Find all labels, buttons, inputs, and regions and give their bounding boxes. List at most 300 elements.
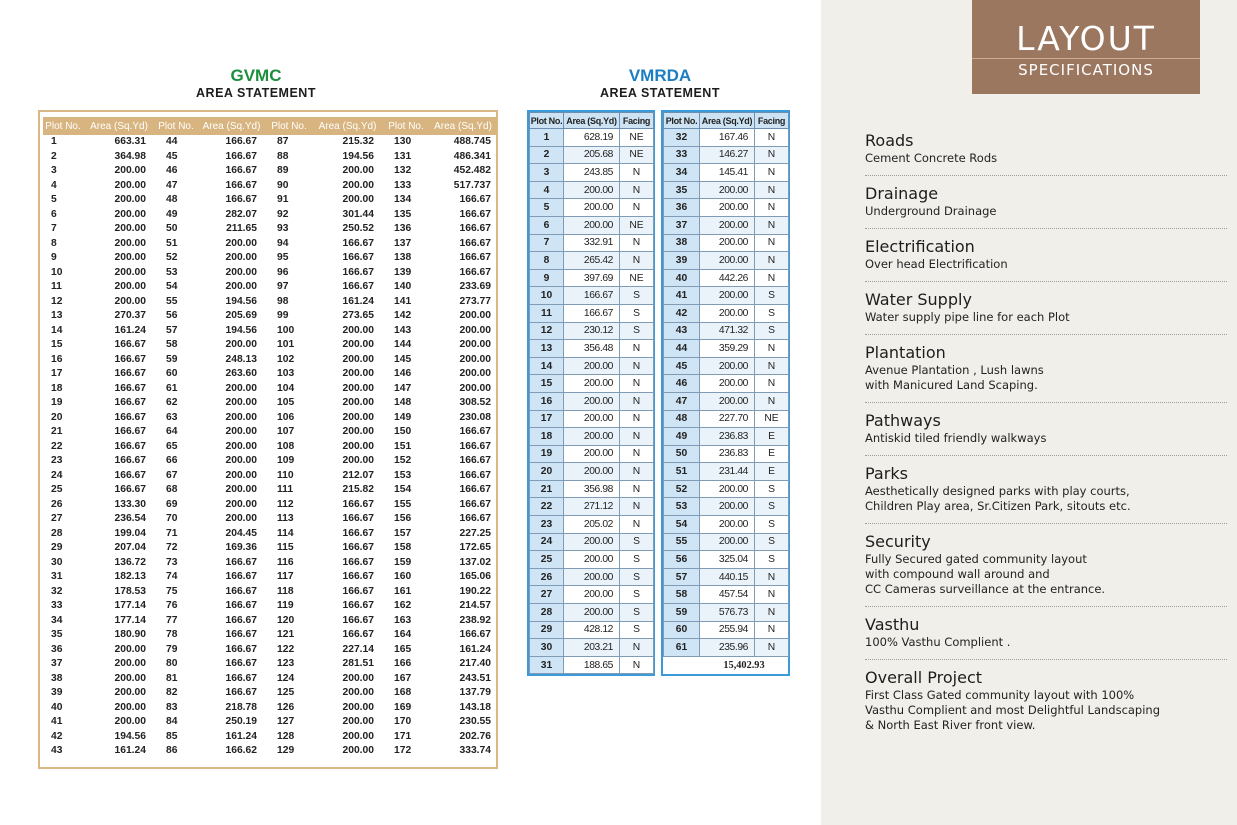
facing-cell: N: [620, 181, 654, 199]
plot-number-cell: 6: [51, 208, 57, 220]
area-cell: 236.83: [700, 428, 755, 446]
area-cell: 166.67: [459, 455, 491, 467]
area-cell: 143.18: [459, 701, 491, 713]
table-row: [664, 551, 789, 569]
plot-number-cell: 163: [383, 614, 429, 629]
plot-number-cell: 96: [266, 266, 312, 281]
area-cell: 200.00: [225, 426, 257, 438]
spec-item: [865, 290, 1227, 335]
area-cell: 265.42: [564, 252, 620, 270]
gvmc-header-row: [43, 117, 497, 135]
area-cell: 440.15: [700, 568, 755, 586]
plot-number-cell: 23: [530, 516, 564, 534]
plot-number-cell: 89: [266, 164, 312, 179]
area-cell: 230.55: [459, 716, 491, 728]
plot-number-cell: 144: [383, 338, 429, 353]
table-row: [43, 599, 497, 614]
plot-number-cell: 51: [664, 463, 700, 481]
area-cell: 200.00: [564, 568, 620, 586]
area-cell: 200.00: [342, 411, 374, 423]
gvmc-subtitle: AREA STATEMENT: [196, 86, 316, 100]
plot-number-cell: 4: [530, 181, 564, 199]
area-cell: 200.00: [564, 533, 620, 551]
area-cell: 200.00: [225, 455, 257, 467]
plot-number-cell: 171: [383, 730, 429, 745]
area-cell: 190.22: [459, 585, 491, 597]
table-row: [43, 367, 497, 382]
plot-number-cell: 47: [155, 179, 197, 194]
vmrda-left-header-row: [530, 113, 654, 129]
table-row: [664, 216, 789, 234]
plot-number-cell: 42: [664, 304, 700, 322]
table-row: [43, 164, 497, 179]
plot-number-cell: 52: [664, 480, 700, 498]
plot-number-cell: 102: [266, 353, 312, 368]
vmrda-left-body: [530, 129, 654, 674]
table-row: [43, 701, 497, 716]
plot-number-cell: 55: [155, 295, 197, 310]
spec-description: Aesthetically designed parks with play courts, Children Play area, Sr.Citizen Park, sitouts etc.: [865, 484, 1131, 513]
plot-number-cell: 113: [266, 512, 312, 527]
area-cell: 166.67: [459, 223, 491, 235]
plot-number-cell: 27: [530, 586, 564, 604]
plot-number-cell: 31: [51, 571, 63, 583]
plot-number-cell: 57: [155, 324, 197, 339]
facing-cell: NE: [620, 269, 654, 287]
plot-number-cell: 21: [51, 426, 63, 438]
facing-cell: S: [620, 568, 654, 586]
area-cell: 203.21: [564, 639, 620, 657]
vmrda-column-header: Plot No.: [530, 113, 564, 129]
area-cell: 199.04: [114, 527, 146, 539]
area-cell: 200.00: [564, 410, 620, 428]
plot-number-cell: 54: [155, 280, 197, 295]
plot-number-cell: 87: [266, 135, 312, 150]
area-cell: 166.67: [564, 304, 620, 322]
facing-cell: S: [620, 551, 654, 569]
area-cell: 200.00: [342, 179, 374, 191]
table-row: [43, 454, 497, 469]
area-cell: 200.00: [342, 339, 374, 351]
plot-number-cell: 18: [51, 382, 63, 394]
facing-cell: N: [620, 445, 654, 463]
area-cell: 200.00: [114, 295, 146, 307]
vmrda-right-header-row: [664, 113, 789, 129]
area-cell: 166.67: [114, 368, 146, 380]
area-cell: 281.51: [342, 658, 374, 670]
area-cell: 200.00: [342, 687, 374, 699]
plot-number-cell: 40: [664, 269, 700, 287]
area-cell: 250.19: [225, 716, 257, 728]
area-cell: 200.00: [225, 266, 257, 278]
area-cell: 166.67: [459, 208, 491, 220]
facing-cell: N: [620, 199, 654, 217]
area-cell: 200.00: [114, 716, 146, 728]
plot-number-cell: 11: [530, 304, 564, 322]
plot-number-cell: 120: [266, 614, 312, 629]
plot-number-cell: 34: [664, 164, 700, 182]
area-cell: 200.00: [700, 181, 755, 199]
spec-description: Fully Secured gated community layout with compound wall around and CC Cameras surveillance at the entrance.: [865, 552, 1106, 596]
facing-cell: N: [620, 428, 654, 446]
area-cell: 166.67: [459, 498, 491, 510]
facing-cell: N: [620, 164, 654, 182]
table-row: [43, 541, 497, 556]
plot-number-cell: 93: [266, 222, 312, 237]
plot-number-cell: 104: [266, 382, 312, 397]
facing-cell: N: [755, 269, 789, 287]
area-cell: 166.67: [342, 252, 374, 264]
area-cell: 200.00: [225, 469, 257, 481]
spec-description: First Class Gated community layout with 100% Vasthu Complient and most Delightful Landscaping & North East River front view.: [865, 688, 1161, 732]
facing-cell: S: [755, 322, 789, 340]
plot-number-cell: 135: [383, 208, 429, 223]
area-cell: 166.67: [342, 585, 374, 597]
facing-cell: N: [755, 586, 789, 604]
table-row: [664, 410, 789, 428]
plot-number-cell: 56: [155, 309, 197, 324]
plot-number-cell: 85: [155, 730, 197, 745]
plot-number-cell: 103: [266, 367, 312, 382]
area-cell: 200.00: [114, 223, 146, 235]
area-cell: 166.67: [114, 339, 146, 351]
facing-cell: N: [620, 410, 654, 428]
facing-cell: N: [755, 164, 789, 182]
plot-number-cell: 1: [530, 129, 564, 147]
area-cell: 200.00: [700, 392, 755, 410]
plot-number-cell: 1: [51, 136, 57, 148]
table-row: [530, 181, 654, 199]
plot-number-cell: 26: [51, 498, 63, 510]
area-cell: 628.19: [564, 129, 620, 147]
plot-number-cell: 20: [51, 411, 63, 423]
plot-number-cell: 8: [51, 237, 57, 249]
plot-number-cell: 5: [51, 194, 57, 206]
area-cell: 166.67: [225, 643, 257, 655]
plot-number-cell: 18: [530, 428, 564, 446]
plot-number-cell: 32: [664, 129, 700, 147]
plot-number-cell: 162: [383, 599, 429, 614]
plot-number-cell: 39: [664, 252, 700, 270]
table-row: [43, 715, 497, 730]
plot-number-cell: 6: [530, 216, 564, 234]
table-row: [664, 164, 789, 182]
table-row: [530, 340, 654, 358]
plot-number-cell: 59: [155, 353, 197, 368]
table-row: [664, 199, 789, 217]
area-cell: 166.67: [459, 513, 491, 525]
table-row: [530, 621, 654, 639]
plot-number-cell: 122: [266, 643, 312, 658]
table-row: [530, 322, 654, 340]
table-row: [43, 251, 497, 266]
plot-number-cell: 11: [51, 281, 62, 293]
facing-cell: N: [755, 199, 789, 217]
vmrda-total: 15,402.93: [723, 659, 765, 671]
spec-item: [865, 615, 1227, 660]
area-cell: 243.51: [459, 672, 491, 684]
plot-number-cell: 165: [383, 643, 429, 658]
area-cell: 161.24: [342, 295, 374, 307]
plot-number-cell: 50: [664, 445, 700, 463]
vmrda-column-header: Facing: [620, 113, 654, 129]
facing-cell: N: [755, 234, 789, 252]
table-row: [43, 425, 497, 440]
facing-cell: S: [755, 516, 789, 534]
area-cell: 166.67: [225, 658, 257, 670]
plot-number-cell: 8: [530, 252, 564, 270]
plot-number-cell: 37: [664, 216, 700, 234]
table-row: [664, 445, 789, 463]
table-row: [664, 533, 789, 551]
area-cell: 200.00: [459, 339, 491, 351]
area-cell: 194.56: [225, 324, 257, 336]
plot-number-cell: 77: [155, 614, 197, 629]
spec-description: 100% Vasthu Complient .: [865, 635, 1011, 649]
plot-number-cell: 142: [383, 309, 429, 324]
plot-number-cell: 58: [155, 338, 197, 353]
plot-number-cell: 4: [51, 179, 57, 191]
facing-cell: N: [755, 604, 789, 622]
area-cell: 200.00: [225, 484, 257, 496]
area-cell: 200.00: [342, 368, 374, 380]
table-row: [664, 639, 789, 657]
area-cell: 166.67: [342, 614, 374, 626]
gvmc-column-header: Area (Sq.Yd): [83, 117, 155, 135]
plot-number-cell: 172: [383, 744, 429, 759]
area-cell: 200.00: [700, 199, 755, 217]
plot-number-cell: 60: [155, 367, 197, 382]
area-cell: 200.00: [342, 730, 374, 742]
table-row: [664, 392, 789, 410]
plot-number-cell: 33: [51, 600, 63, 612]
plot-number-cell: 95: [266, 251, 312, 266]
plot-number-cell: 14: [530, 357, 564, 375]
spec-title: Water Supply: [865, 290, 972, 309]
plot-number-cell: 36: [51, 643, 63, 655]
table-row: [530, 375, 654, 393]
area-cell: 200.00: [564, 392, 620, 410]
area-cell: 200.00: [225, 397, 257, 409]
spec-title: Plantation: [865, 343, 946, 362]
plot-number-cell: 47: [664, 392, 700, 410]
facing-cell: N: [620, 639, 654, 657]
layout-title: LAYOUT: [1016, 19, 1156, 58]
plot-number-cell: 50: [155, 222, 197, 237]
plot-number-cell: 74: [155, 570, 197, 585]
area-cell: 200.00: [342, 382, 374, 394]
facing-cell: E: [755, 445, 789, 463]
facing-cell: S: [620, 604, 654, 622]
plot-number-cell: 19: [530, 445, 564, 463]
plot-number-cell: 57: [664, 568, 700, 586]
plot-number-cell: 23: [51, 455, 63, 467]
table-row: [43, 672, 497, 687]
gvmc-column-header: Plot No.: [383, 117, 429, 135]
area-cell: 204.45: [225, 527, 257, 539]
table-row: [530, 656, 654, 674]
plot-number-cell: 15: [51, 339, 63, 351]
table-row: [43, 353, 497, 368]
area-cell: 166.67: [225, 585, 257, 597]
area-cell: 200.00: [225, 237, 257, 249]
plot-number-cell: 156: [383, 512, 429, 527]
table-row: [530, 146, 654, 164]
area-cell: 517.737: [453, 179, 491, 191]
table-row: [664, 568, 789, 586]
area-cell: 200.00: [700, 498, 755, 516]
facing-cell: N: [755, 375, 789, 393]
plot-number-cell: 90: [266, 179, 312, 194]
gvmc-column-header: Area (Sq.Yd): [197, 117, 266, 135]
area-cell: 180.90: [114, 629, 146, 641]
plot-number-cell: 91: [266, 193, 312, 208]
plot-number-cell: 98: [266, 295, 312, 310]
table-row: [43, 179, 497, 194]
area-cell: 200.00: [459, 310, 491, 322]
area-cell: 227.25: [459, 527, 491, 539]
area-cell: 205.02: [564, 516, 620, 534]
facing-cell: N: [620, 234, 654, 252]
table-row: [43, 396, 497, 411]
facing-cell: N: [755, 181, 789, 199]
gvmc-area-table-frame: [38, 110, 498, 769]
area-cell: 166.67: [225, 150, 257, 162]
plot-number-cell: 137: [383, 237, 429, 252]
plot-number-cell: 2: [51, 150, 57, 162]
area-cell: 166.67: [342, 542, 374, 554]
plot-number-cell: 29: [530, 621, 564, 639]
plot-number-cell: 37: [51, 658, 63, 670]
area-cell: 200.00: [225, 411, 257, 423]
plot-number-cell: 30: [51, 556, 63, 568]
area-cell: 166.67: [225, 672, 257, 684]
area-cell: 250.52: [342, 223, 374, 235]
plot-number-cell: 49: [155, 208, 197, 223]
plot-number-cell: 12: [530, 322, 564, 340]
table-row: [530, 533, 654, 551]
table-row: [664, 269, 789, 287]
area-cell: 166.67: [342, 600, 374, 612]
spec-item: [865, 464, 1227, 524]
area-cell: 166.67: [114, 484, 146, 496]
facing-cell: NE: [620, 146, 654, 164]
facing-cell: N: [620, 392, 654, 410]
spec-description: Water supply pipe line for each Plot: [865, 310, 1070, 324]
plot-number-cell: 24: [51, 469, 63, 481]
plot-number-cell: 69: [155, 498, 197, 513]
plot-number-cell: 88: [266, 150, 312, 165]
area-cell: 231.44: [700, 463, 755, 481]
area-cell: 301.44: [342, 208, 374, 220]
plot-number-cell: 146: [383, 367, 429, 382]
area-cell: 273.65: [342, 310, 374, 322]
area-cell: 200.00: [564, 428, 620, 446]
plot-number-cell: 117: [266, 570, 312, 585]
plot-number-cell: 75: [155, 585, 197, 600]
area-cell: 270.37: [114, 310, 146, 322]
area-cell: 200.00: [114, 252, 146, 264]
plot-number-cell: 45: [155, 150, 197, 165]
area-cell: 205.68: [564, 146, 620, 164]
area-cell: 238.92: [459, 614, 491, 626]
plot-number-cell: 132: [383, 164, 429, 179]
table-row: [43, 657, 497, 672]
table-row: [43, 686, 497, 701]
table-row: [43, 222, 497, 237]
plot-number-cell: 30: [530, 639, 564, 657]
plot-number-cell: 86: [155, 744, 197, 759]
gvmc-table-body: [43, 135, 497, 759]
plot-number-cell: 32: [51, 585, 63, 597]
plot-number-cell: 167: [383, 672, 429, 687]
area-cell: 200.00: [114, 266, 146, 278]
plot-number-cell: 63: [155, 411, 197, 426]
area-cell: 137.79: [459, 687, 491, 699]
area-cell: 576.73: [700, 604, 755, 622]
area-cell: 200.00: [459, 324, 491, 336]
facing-cell: S: [620, 322, 654, 340]
area-cell: 397.69: [564, 269, 620, 287]
plot-number-cell: 134: [383, 193, 429, 208]
area-cell: 166.67: [342, 513, 374, 525]
area-cell: 146.27: [700, 146, 755, 164]
table-row: [530, 357, 654, 375]
area-cell: 200.00: [564, 445, 620, 463]
table-row: [664, 287, 789, 305]
spec-item: [865, 131, 1227, 176]
plot-number-cell: 97: [266, 280, 312, 295]
table-row: [43, 527, 497, 542]
facing-cell: S: [620, 287, 654, 305]
area-cell: 200.00: [114, 658, 146, 670]
plot-number-cell: 25: [530, 551, 564, 569]
area-cell: 200.00: [700, 287, 755, 305]
table-row: [530, 604, 654, 622]
table-row: [530, 164, 654, 182]
area-cell: 166.67: [225, 165, 257, 177]
area-cell: 166.67: [459, 266, 491, 278]
plot-number-cell: 61: [155, 382, 197, 397]
plot-number-cell: 108: [266, 440, 312, 455]
table-row: [43, 150, 497, 165]
plot-number-cell: 157: [383, 527, 429, 542]
area-cell: 428.12: [564, 621, 620, 639]
plot-number-cell: 34: [51, 614, 63, 626]
plot-number-cell: 100: [266, 324, 312, 339]
area-cell: 356.98: [564, 480, 620, 498]
area-cell: 200.00: [114, 687, 146, 699]
plot-number-cell: 10: [530, 287, 564, 305]
table-row: [43, 193, 497, 208]
area-cell: 166.67: [114, 411, 146, 423]
area-cell: 200.00: [114, 281, 146, 293]
area-cell: 166.67: [114, 455, 146, 467]
facing-cell: N: [755, 216, 789, 234]
layout-subtitle: SPECIFICATIONS: [1018, 61, 1154, 79]
vmrda-total-row: [664, 656, 789, 674]
area-cell: 200.00: [225, 513, 257, 525]
plot-number-cell: 153: [383, 469, 429, 484]
plot-number-cell: 40: [51, 701, 63, 713]
area-cell: 200.00: [564, 586, 620, 604]
table-row: [664, 129, 789, 147]
facing-cell: S: [755, 551, 789, 569]
spec-item: [865, 184, 1227, 229]
facing-cell: NE: [620, 129, 654, 147]
area-cell: 200.00: [342, 701, 374, 713]
facing-cell: S: [620, 304, 654, 322]
